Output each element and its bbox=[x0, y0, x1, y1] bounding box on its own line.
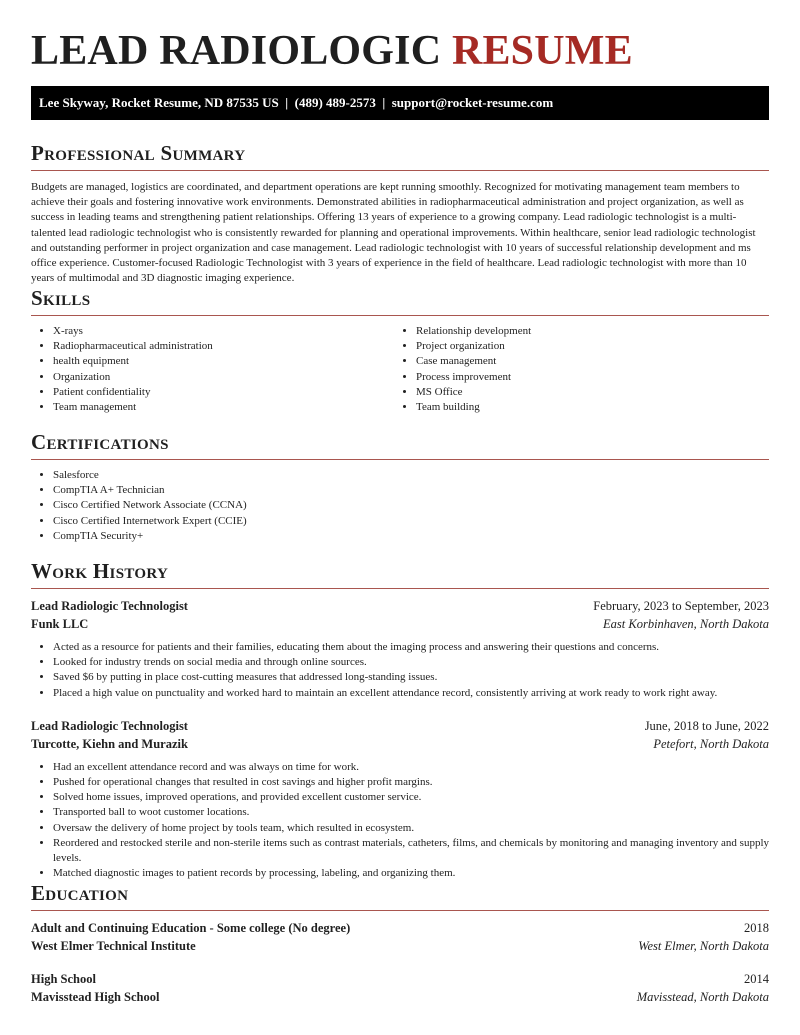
job-bullet: • Matched diagnostic images to patient records by processing, labeling, and organizing them. bbox=[53, 866, 769, 881]
job-bullet: • Acted as a resource for patients and their families, educating them about the imaging process and answering their questions and concerns. bbox=[53, 640, 769, 655]
skills-right-column bbox=[394, 324, 757, 415]
certification-item: • CompTIA Security+ bbox=[53, 529, 769, 544]
skills-heading: Skills bbox=[31, 286, 91, 310]
education-section bbox=[31, 880, 769, 1006]
work-history-heading: Work History bbox=[31, 559, 169, 583]
job-title: Lead Radiologic Technologist bbox=[31, 599, 188, 613]
skill-item: • Patient confidentiality bbox=[53, 385, 394, 400]
education-location: West Elmer, North Dakota bbox=[638, 939, 769, 953]
skill-item: • health equipment bbox=[53, 354, 394, 369]
skills-section bbox=[31, 285, 769, 415]
education-location: Mavisstead, North Dakota bbox=[636, 990, 769, 1004]
skills-columns bbox=[31, 324, 769, 415]
education-school-row bbox=[31, 937, 769, 955]
contact-bar bbox=[31, 86, 769, 120]
title-main: LEAD RADIOLOGIC bbox=[31, 28, 442, 74]
education-entry bbox=[31, 970, 769, 1006]
job-bullet: • Solved home issues, improved operations, and provided excellent customer service. bbox=[53, 790, 769, 805]
job-bullet: • Pushed for operational changes that resulted in cost savings and higher profit margins. bbox=[53, 775, 769, 790]
summary-text: Budgets are managed, logistics are coordinated, and department operations are kept running smoothly. Recognized for motivating management team members to achieve their goals and fostering innovative work environments. Demonstrated abilities in radiopharmaceutical administration and project organization, as well as success in leading teams and strengthening patient relationships. Offering 13 years of experience to a growing company. Lead radiologic technologist is a multi-talented lead radiologic technologist who is consistently rewarded for planning and operational improvements. Within healthcare, senior lead radiologic technologist and outstanding performer in project organization and case management. Lead radiologic technologist with 10 years of successful relationship development and ms office experience. Customer-focused Radiologic Technologist with 3 years of experience in the field of healthcare. Lead radiologic technologist with more than 10 years of multimodal and 3D diagnostic imaging experience. bbox=[31, 181, 756, 285]
education-degree-row bbox=[31, 919, 769, 937]
job-bullet: • Placed a high value on punctuality and worked hard to maintain an excellent attendance record, consistently arriving at work ready to work right away. bbox=[53, 686, 769, 701]
skills-left-column bbox=[31, 324, 394, 415]
job-entry bbox=[31, 597, 769, 701]
education-degree: High School bbox=[31, 972, 96, 986]
education-year: 2018 bbox=[744, 921, 769, 935]
skill-item: • Organization bbox=[53, 370, 394, 385]
job-company-row bbox=[31, 615, 769, 633]
education-degree: Adult and Continuing Education - Some college (No degree) bbox=[31, 921, 351, 935]
job-dates: February, 2023 to September, 2023 bbox=[593, 599, 769, 613]
skill-item: • Radiopharmaceutical administration bbox=[53, 339, 394, 354]
job-dates: June, 2018 to June, 2022 bbox=[644, 718, 769, 733]
job-entry bbox=[31, 717, 769, 882]
education-heading: Education bbox=[31, 881, 129, 905]
title-accent: RESUME bbox=[451, 28, 633, 74]
skill-item: • Case management bbox=[416, 354, 757, 369]
contact-text: Lee Skyway, Rocket Resume, ND 87535 US | (489) 489-2573 | support@rocket-resume.com bbox=[39, 95, 554, 110]
summary-section bbox=[31, 140, 769, 286]
skill-item: • X-rays bbox=[53, 324, 394, 339]
certifications-heading: Certifications bbox=[31, 430, 169, 454]
skill-item: • Project organization bbox=[416, 339, 757, 354]
work-history-divider bbox=[31, 588, 769, 589]
job-location: East Korbinhaven, North Dakota bbox=[603, 617, 769, 631]
education-entry bbox=[31, 919, 769, 955]
skill-item: • Team management bbox=[53, 400, 394, 415]
certifications-divider bbox=[31, 459, 769, 460]
education-school-row bbox=[31, 988, 769, 1006]
skill-item: • Team building bbox=[416, 400, 757, 415]
skill-item: • Relationship development bbox=[416, 324, 757, 339]
education-school: West Elmer Technical Institute bbox=[31, 939, 196, 953]
summary-heading: Professional Summary bbox=[31, 141, 246, 165]
skills-divider bbox=[31, 315, 769, 316]
resume-title bbox=[31, 0, 769, 86]
summary-divider bbox=[31, 170, 769, 171]
job-bullet: • Looked for industry trends on social media and through online sources. bbox=[53, 655, 769, 670]
education-school: Mavisstead High School bbox=[31, 990, 160, 1004]
work-history-section bbox=[31, 558, 769, 881]
job-company: Funk LLC bbox=[31, 617, 89, 631]
skill-item: • Process improvement bbox=[416, 370, 757, 385]
education-divider bbox=[31, 910, 769, 911]
job-bullet: • Saved $6 by putting in place cost-cutting measures that addressed long-standing issues. bbox=[53, 670, 769, 685]
resume-page bbox=[0, 0, 800, 120]
job-header-row bbox=[31, 597, 769, 615]
job-bullet: • Oversaw the delivery of home project by tools team, which resulted in ecosystem. bbox=[53, 821, 769, 836]
job-company-row bbox=[31, 735, 769, 753]
job-bullet: • Had an excellent attendance record and was always on time for work. bbox=[53, 760, 769, 775]
certification-item: • Cisco Certified Network Associate (CCNA) bbox=[53, 498, 769, 513]
job-company: Turcotte, Kiehn and Murazik bbox=[31, 736, 188, 751]
skill-item: • MS Office bbox=[416, 385, 757, 400]
certification-item: • Cisco Certified Internetwork Expert (CCIE) bbox=[53, 514, 769, 529]
certification-item: • Salesforce bbox=[53, 468, 769, 483]
job-location: Petefort, North Dakota bbox=[653, 736, 769, 751]
education-year: 2014 bbox=[744, 972, 769, 986]
certifications-section bbox=[31, 429, 769, 544]
job-bullet: • Transported ball to woot customer locations. bbox=[53, 805, 769, 820]
job-title: Lead Radiologic Technologist bbox=[31, 718, 188, 733]
job-header-row bbox=[31, 717, 769, 735]
job-bullet: • Reordered and restocked sterile and non-sterile items such as contrast materials, catheters, films, and chemicals by monitoring and managing inventory and supply levels. bbox=[53, 836, 769, 866]
certification-item: • CompTIA A+ Technician bbox=[53, 483, 769, 498]
education-degree-row bbox=[31, 970, 769, 988]
